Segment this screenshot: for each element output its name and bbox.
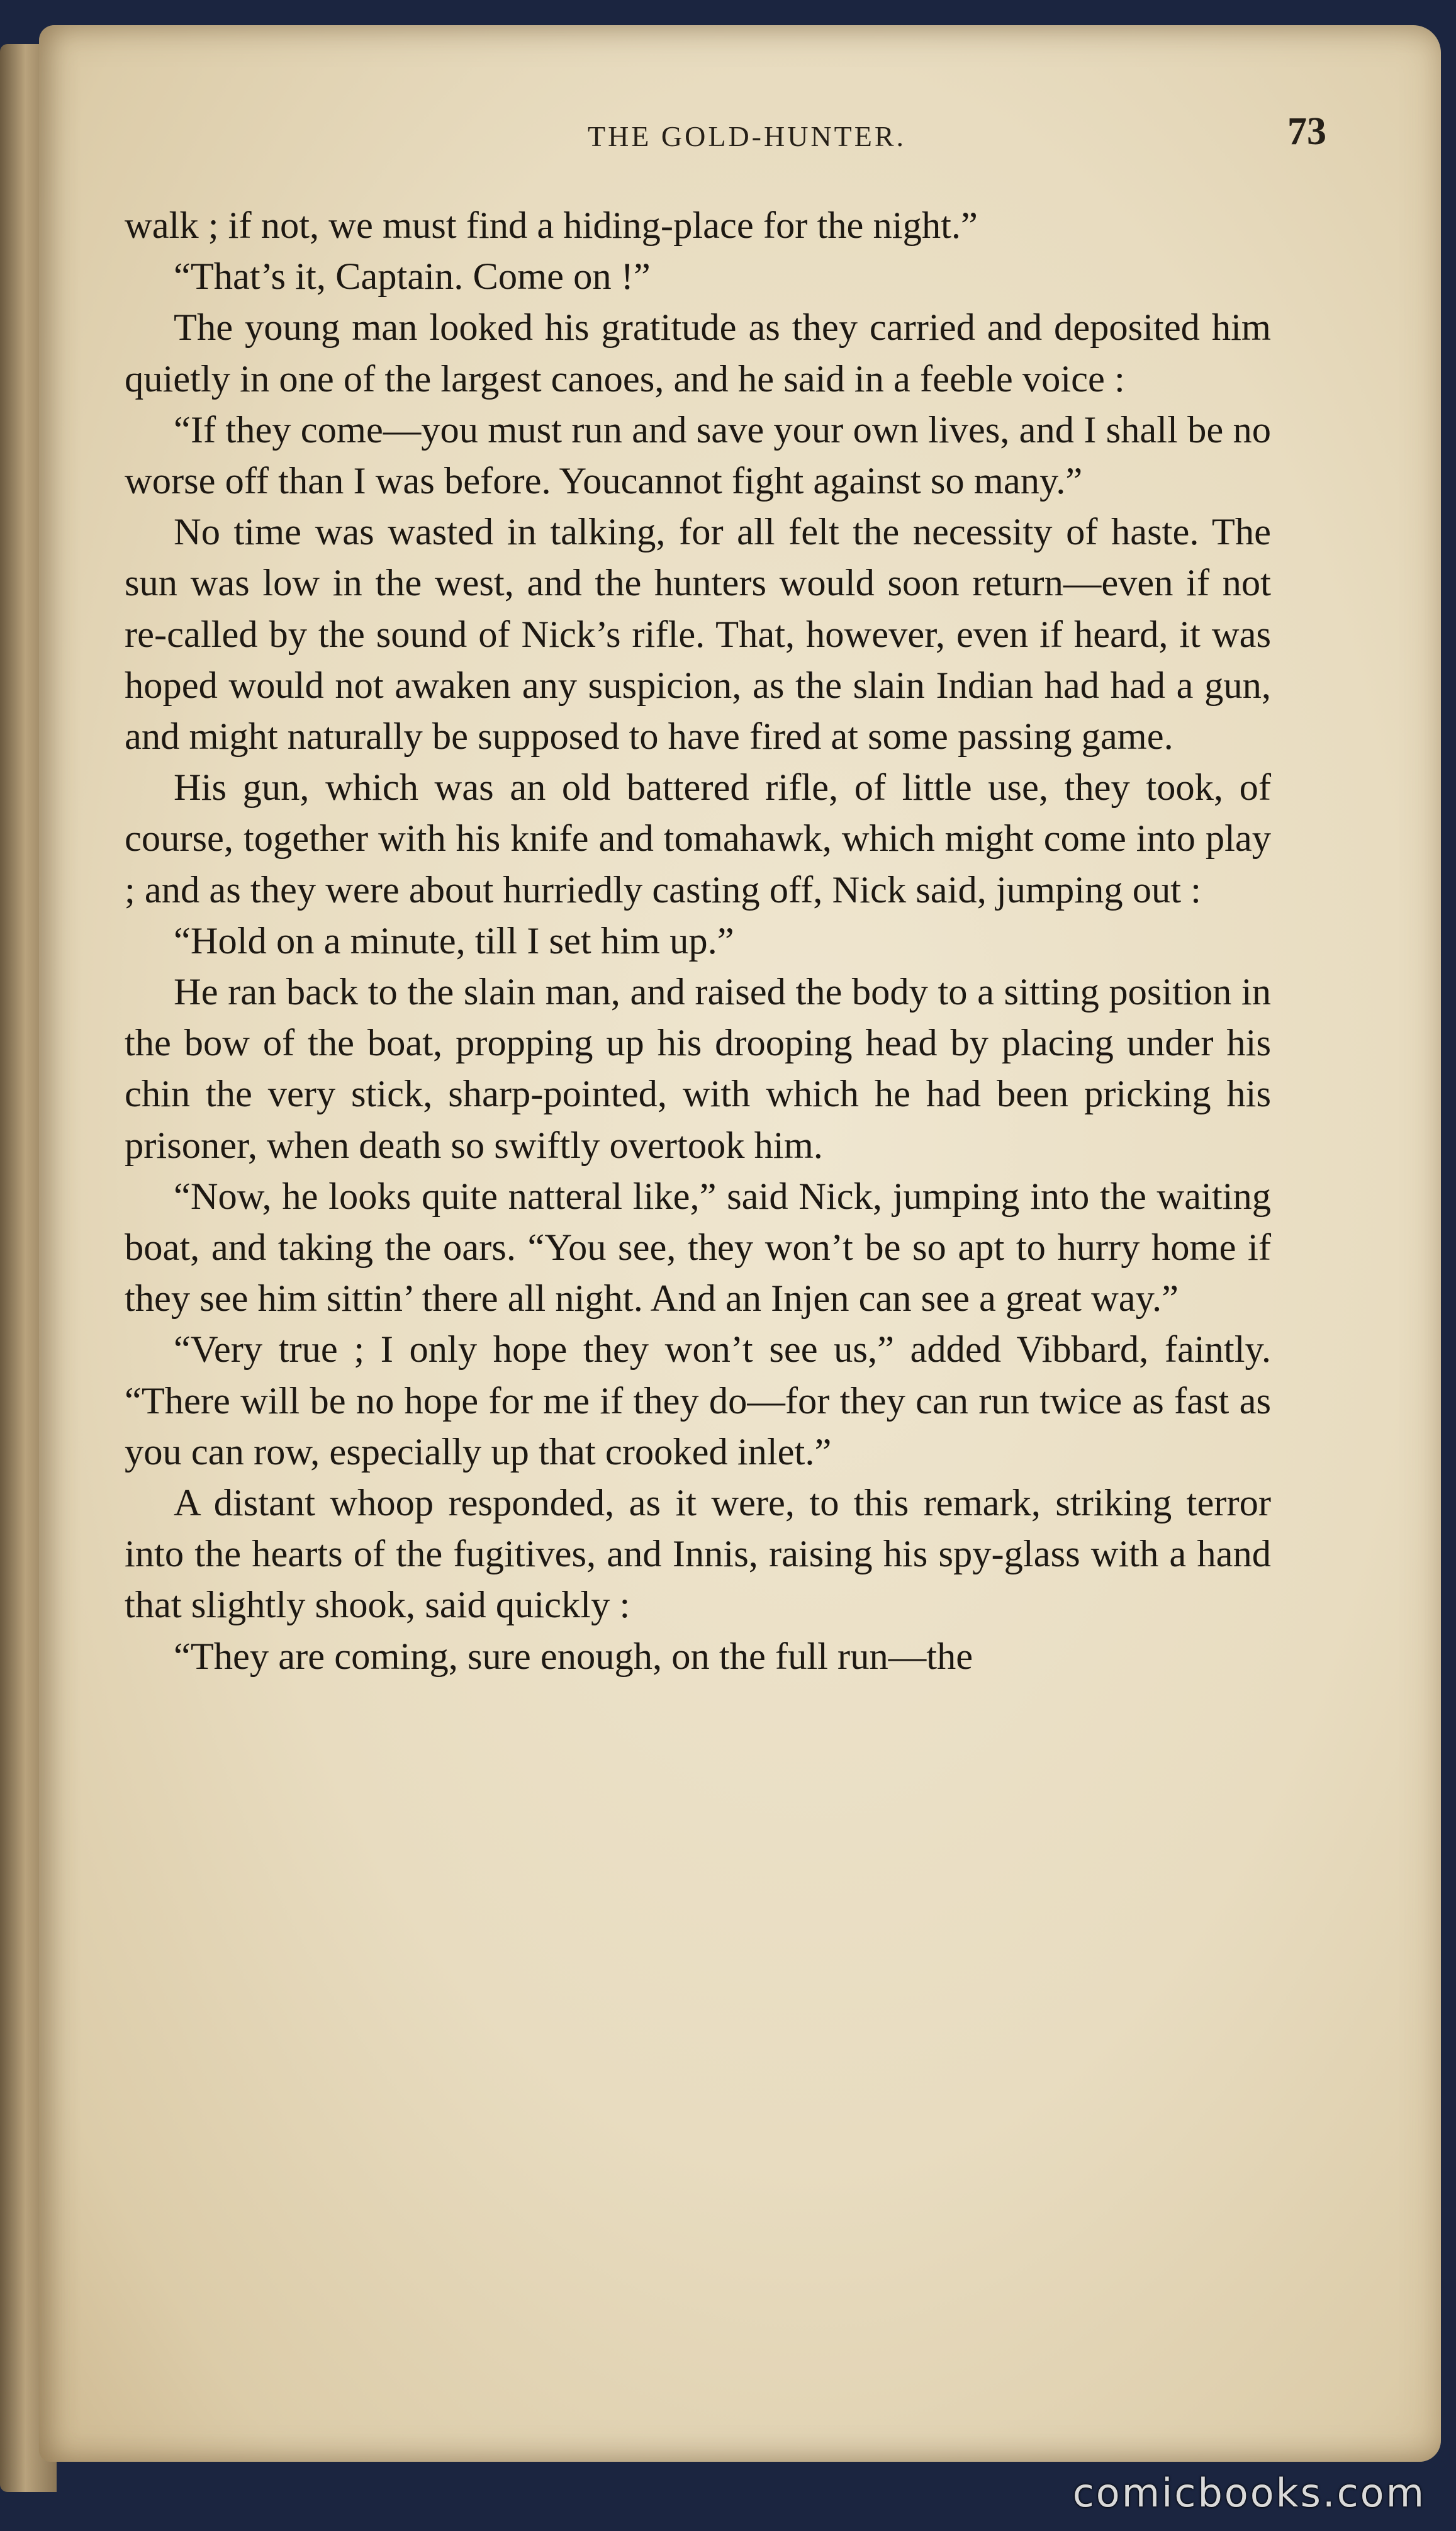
paragraph-11: A distant whoop responded, as it were, to this remark, striking terror into the hearts of the fugitives, and Innis, raising his spy-glass with a hand that slightly shook, said quickly : [125,1482,1271,1627]
paragraph-5: No time was wasted in talking, for all felt the necessity of haste. The sun was low in the west, and the hunters would soon return—even if not re-called by the sound of Nick’s rifle. That, however, even if heard, it was hoped would not awaken any suspicion, as the slain Indian had had a gun, and might naturally be supposed to have fired at some passing game. [125,511,1271,758]
page-number: 73 [1287,110,1326,153]
site-watermark: comicbooks.com [1072,2470,1426,2516]
paragraph-7: “Hold on a minute, till I set him up.” [174,919,734,962]
paragraph-6: His gun, which was an old battered rifle, of little use, they took, of course, together with his knife and tomahawk, which might come into play ; and as they were about hurriedly casting off, Nick said, jumping out : [125,766,1271,911]
paragraph-8: He ran back to the slain man, and raised the body to a sitting position in the bow of the boat, propping up his drooping head by placing under his chin the very stick, sharp-pointed, with which he had been pricking his prisoner, when death so swiftly overtook him. [125,971,1271,1167]
paragraph-10: “Very true ; I only hope they won’t see us,” added Vibbard, faintly. “There will be no hope for me if they do—for they can run twice as fast as you can row, especially up that crooked inlet.” [125,1328,1271,1473]
paragraph-2: “That’s it, Captain. Come on !” [174,255,651,298]
running-head [164,101,1330,157]
running-head-title: THE GOLD-HUNTER. [587,120,907,152]
paragraph-3: The young man looked his gratitude as they carried and deposited him quietly in one of the largest canoes, and he said in a feeble voice : [125,306,1271,400]
paragraph-12: “They are coming, sure enough, on the full run—the [174,1635,973,1678]
paragraph-4: “If they come—you must run and save your own lives, and I shall be no worse off than I was before. Youcannot fight against so many.” [125,408,1271,503]
paragraph-9: “Now, he looks quite natteral like,” said Nick, jumping into the waiting boat, and taking the oars. “You see, they won’t be so apt to hurry home if they see him sittin’ there all night. And an Injen can see a great way.” [125,1175,1271,1320]
paragraph-1: walk ; if not, we must find a hiding-place for the night.” [125,205,978,247]
body-text [125,200,1271,1682]
